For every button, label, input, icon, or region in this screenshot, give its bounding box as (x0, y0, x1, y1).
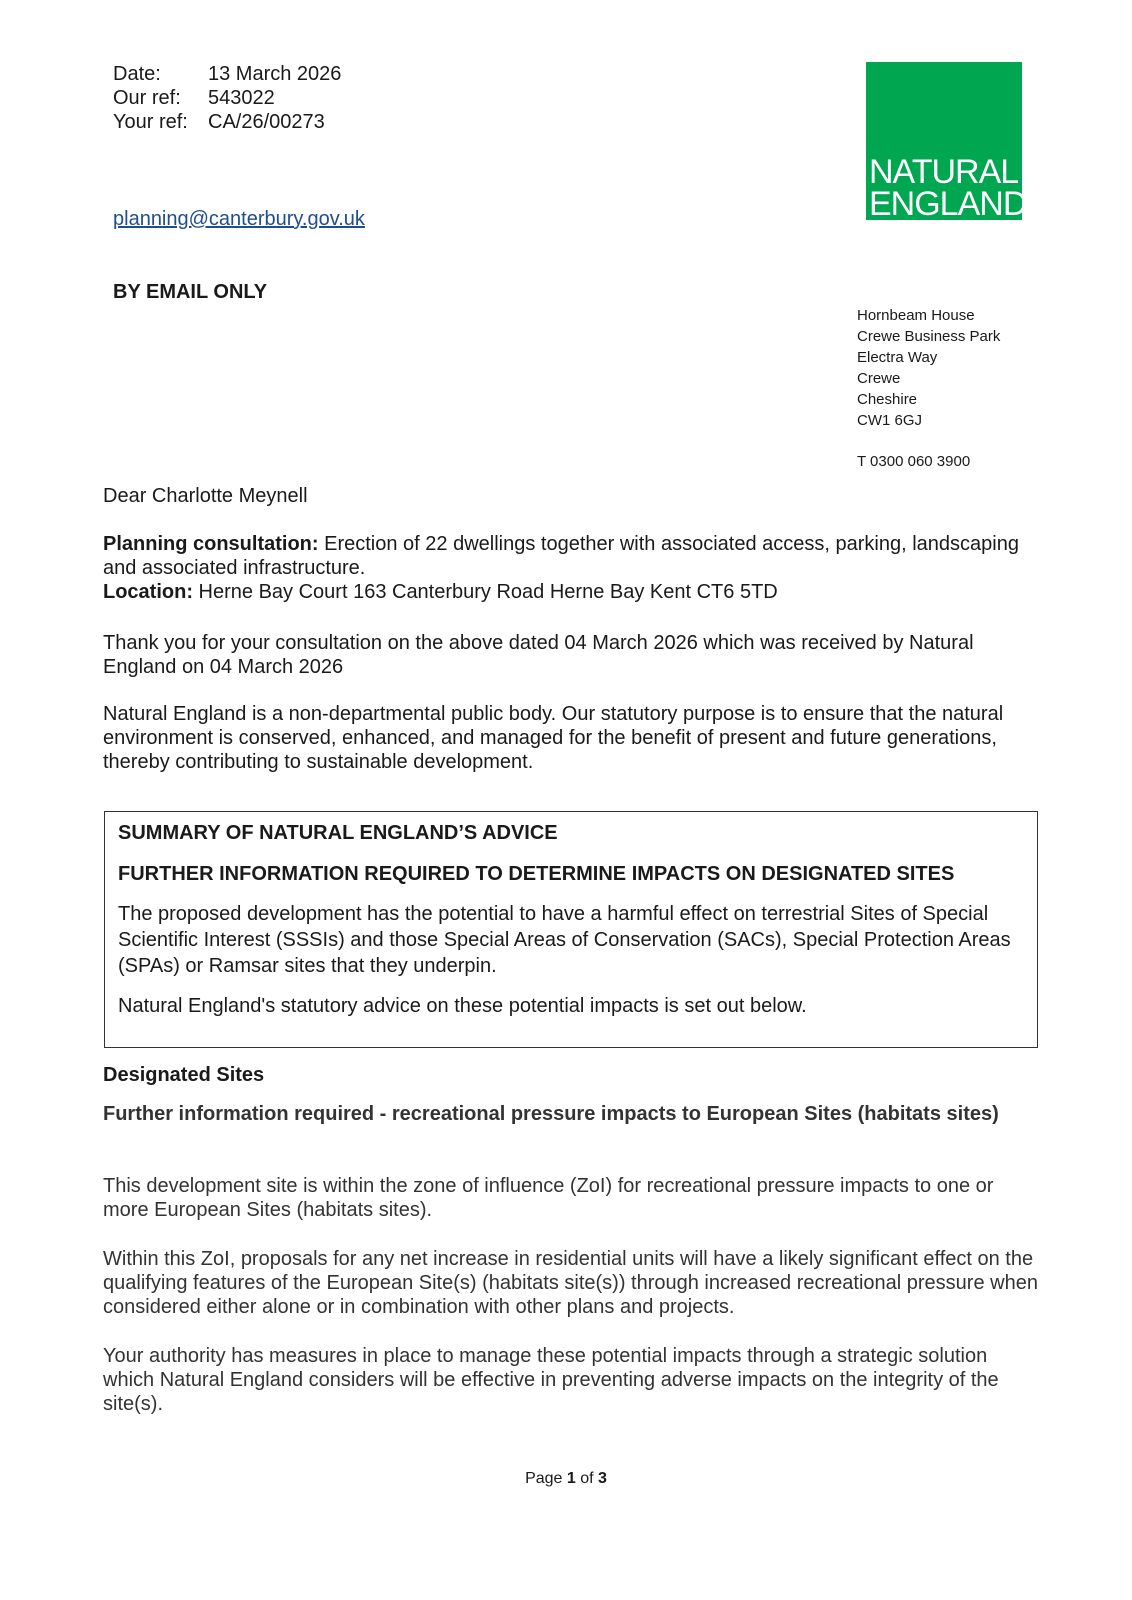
recipient-email-link[interactable]: planning@canterbury.gov.uk (113, 208, 365, 230)
address-line: Cheshire (857, 391, 918, 408)
consultation-line (103, 532, 1043, 580)
consultation-details (103, 532, 1043, 604)
summary-box (104, 811, 1038, 1048)
address-line: Crewe (857, 370, 901, 387)
designated-sites-subheading: Further information required - recreational pressure impacts to European Sites (habitats sites) (103, 1103, 999, 1125)
address-line: CW1 6GJ (857, 412, 923, 429)
date-row (113, 62, 341, 86)
likely-effect-paragraph: Within this ZoI, proposals for any net increase in residential units will have a likely significant effect on the qualifying features of the European Site(s) (habitats site(s)) through increased recreational pressure when considered either alone or in combination with other plans and projects. (103, 1248, 1038, 1318)
sender-phone: T 0300 060 3900 (857, 453, 971, 470)
reference-block (113, 62, 341, 134)
summary-subtitle: FURTHER INFORMATION REQUIRED TO DETERMINE IMPACTS ON DESIGNATED SITES (118, 863, 955, 885)
sender-address (857, 305, 1000, 431)
location-label: Location: (103, 581, 193, 603)
page-prefix: Page (525, 1470, 567, 1487)
designated-sites-heading: Designated Sites (103, 1064, 265, 1086)
address-line: Crewe Business Park (857, 328, 1001, 345)
page-number: 1 (566, 1470, 576, 1487)
location-line (103, 580, 1043, 604)
logo-line-2: ENGLAND (869, 185, 1027, 223)
date-label: Date: (113, 63, 161, 85)
our-ref-row (113, 86, 341, 110)
date-value: 13 March 2026 (208, 63, 342, 85)
zoi-paragraph: This development site is within the zone of influence (ZoI) for recreational pressure impacts to one or more European Sites (habitats sites). (103, 1175, 994, 1221)
consultation-label: Planning consultation: (103, 533, 319, 555)
address-line: Electra Way (857, 349, 938, 366)
page-total: 3 (598, 1470, 607, 1487)
strategic-solution-paragraph: Your authority has measures in place to manage these potential impacts through a strategic solution which Natural England considers will be effective in preventing adverse impacts on the integrity of the site(s). (103, 1345, 999, 1415)
summary-title: SUMMARY OF NATURAL ENGLAND’S ADVICE (118, 822, 558, 844)
natural-england-logo (866, 62, 1027, 223)
our-ref-label: Our ref: (113, 87, 181, 109)
logo-line-1: NATURAL (869, 153, 1019, 191)
your-ref-row (113, 110, 341, 134)
page-footer (0, 1470, 1132, 1488)
your-ref-value: CA/26/00273 (208, 111, 325, 133)
summary-paragraph-1: The proposed development has the potential to have a harmful effect on terrestrial Sites of Special Scientific Interest (SSSIs) and those Special Areas of Conservation (SACs), Special Protection Areas (SPAs) or Ramsar sites that they underpin. (118, 903, 1011, 977)
our-ref-value: 543022 (208, 87, 275, 109)
location-text: Herne Bay Court 163 Canterbury Road Herne Bay Kent CT6 5TD (193, 581, 778, 603)
salutation: Dear Charlotte Meynell (103, 485, 308, 507)
consultation-text: Erection of 22 dwellings together with associated access, parking, landscaping and associated infrastructure. (103, 533, 1019, 579)
address-line: Hornbeam House (857, 307, 975, 324)
thanks-paragraph: Thank you for your consultation on the above dated 04 March 2026 which was received by Natural England on 04 March 2026 (103, 632, 974, 678)
summary-paragraph-2: Natural England's statutory advice on these potential impacts is set out below. (118, 995, 807, 1017)
page-middle: of (575, 1470, 599, 1487)
by-email-only: BY EMAIL ONLY (113, 281, 268, 303)
natural-england-paragraph: Natural England is a non-departmental public body. Our statutory purpose is to ensure that the natural environment is conserved, enhanced, and managed for the benefit of present and future generations, thereby contributing to sustainable development. (103, 703, 1004, 773)
your-ref-label: Your ref: (113, 111, 188, 133)
